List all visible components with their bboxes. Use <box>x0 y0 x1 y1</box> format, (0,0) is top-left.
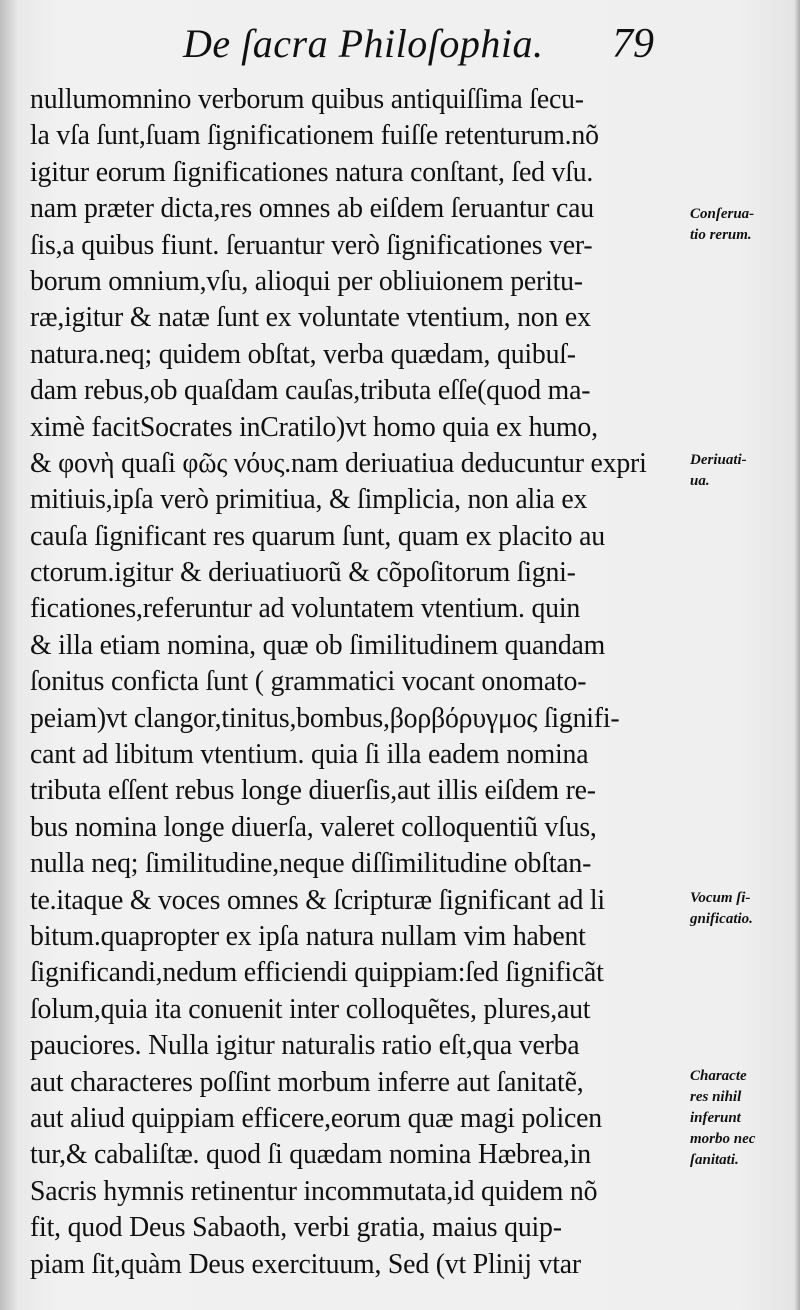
page-number: 79 <box>612 21 654 67</box>
text-line: ficationes,referuntur ad voluntatem vtentium. quin <box>30 593 581 625</box>
body-text <box>30 82 690 1283</box>
margin-note-line: Deriuati- <box>690 452 747 468</box>
margin-note-line: tio rerum. <box>690 227 752 243</box>
text-line: ximè facitSocrates inCratilo)vt homo quia ex humo, <box>30 411 598 443</box>
text-line: ctorum.igitur & deriuatiuorũ & cõpoſitorum ſigni- <box>30 557 576 589</box>
margin-note-conservatio <box>690 204 798 246</box>
margin-note-line: ua. <box>690 473 710 489</box>
page-edge-shadow <box>794 0 800 1310</box>
text-line: cant ad libitum vtentium. quia ſi illa eadem nomina <box>30 739 589 771</box>
margin-note-characteres <box>690 1066 798 1171</box>
text-line: piam ſit,quàm Deus exercituum, Sed (vt Plinij vtar <box>30 1248 581 1280</box>
text-line: cauſa ſignificant res quarum ſunt, quam ex placito au <box>30 520 605 552</box>
running-title: De ſacra Philoſophia. <box>183 21 544 66</box>
page-header <box>0 18 800 78</box>
text-line: ſonitus conficta ſunt ( grammatici vocant onomato- <box>30 666 587 698</box>
text-line: ræ,igitur & natæ ſunt ex voluntate vtentium, non ex <box>30 302 591 334</box>
text-line: ſis,a quibus fiunt. ſeruantur verò ſignificationes ver- <box>30 229 593 261</box>
margin-note-line: Characte <box>690 1068 747 1084</box>
margin-note-line: res nihil <box>690 1089 742 1105</box>
text-line: & illa etiam nomina, quæ ob ſimilitudinem quandam <box>30 629 606 661</box>
text-line: ſignificandi,nedum efficiendi quippiam:ſed ſignificãt <box>30 957 604 989</box>
margin-note-derivatiua <box>690 450 798 492</box>
text-line: peiam)vt clangor,tinitus,bombus,βορβόρυγμος ſignifi- <box>30 702 620 734</box>
margin-note-line: Vocum ſi- <box>690 890 751 906</box>
text-line: bitum.quapropter ex ipſa natura nullam vim habent <box>30 920 586 952</box>
text-line: nullumomnino verborum quibus antiquiſſima ſecu- <box>30 84 584 115</box>
text-line: ſolum,quia ita conuenit inter colloquẽtes, plures,aut <box>30 993 591 1025</box>
text-line: nam præter dicta,res omnes ab eiſdem ſeruantur cau <box>30 193 594 225</box>
margin-note-vocum <box>690 888 798 930</box>
text-line: igitur eorum ſignificationes natura conſtant, ſed vſu. <box>30 156 594 188</box>
text-line: bus nomina longe diuerſa, valeret colloquentiũ vſus, <box>30 811 597 843</box>
text-line: dam rebus,ob quaſdam cauſas,tributa eſſe(quod ma- <box>30 375 591 407</box>
text-line: borum omnium,vſu, alioqui per obliuionem peritu- <box>30 265 583 297</box>
text-line: & φονὴ quaſi φῶς νόυς.nam deriuatiua deducuntur expri <box>30 447 647 479</box>
text-line: aut aliud quippiam efficere,eorum quæ magi policen <box>30 1102 602 1134</box>
text-line: la vſa ſunt,ſuam ſignificationem fuiſſe retenturum.nõ <box>30 120 599 152</box>
text-line: fit, quod Deus Sabaoth, verbi gratia, maius quip- <box>30 1212 562 1244</box>
text-line: te.itaque & voces omnes & ſcripturæ ſignificant ad li <box>30 884 605 916</box>
text-line: mitiuis,ipſa verò primitiua, & ſimplicia, non alia ex <box>30 484 588 516</box>
text-line: pauciores. Nulla igitur naturalis ratio eſt,qua verba <box>30 1030 580 1062</box>
margin-note-line: ſanitati. <box>690 1152 739 1168</box>
text-line: Sacris hymnis retinentur incommutata,id quidem nõ <box>30 1175 598 1207</box>
text-line: tributa eſſent rebus longe diuerſis,aut illis eiſdem re- <box>30 775 596 807</box>
text-line: tur,& cabaliſtæ. quod ſi quædam nomina Hæbrea,in <box>30 1139 592 1171</box>
text-line: natura.neq; quidem obſtat, verba quædam, quibuſ- <box>30 338 576 370</box>
text-line: nulla neq; ſimilitudine,neque diſſimilitudine obſtan- <box>30 848 592 880</box>
margin-note-line: morbo nec <box>690 1131 756 1147</box>
text-line: aut characteres poſſint morbum inferre aut ſanitatẽ, <box>30 1066 584 1098</box>
margin-note-line: gnificatio. <box>690 911 753 927</box>
margin-note-line: Conſerua- <box>690 206 755 222</box>
margin-note-line: inferunt <box>690 1110 741 1126</box>
